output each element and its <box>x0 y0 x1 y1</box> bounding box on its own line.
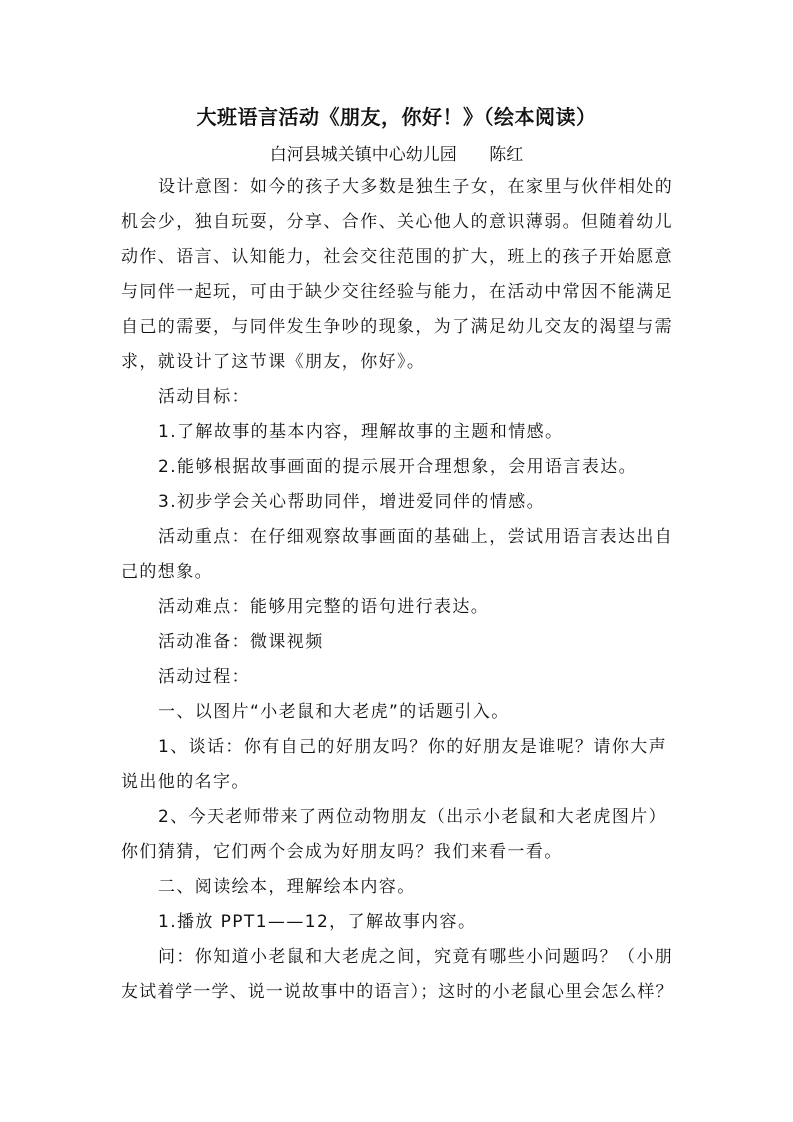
paragraph-line: 3.初步学会关心帮助同伴，增进爱同伴的情感。 <box>158 492 546 512</box>
paragraph-line: 活动难点：能够用完整的语句进行表达。 <box>158 597 490 617</box>
author-line: 白河县城关镇中心幼儿园 陈红 <box>269 145 524 165</box>
paragraph-line: 活动重点：在仔细观察故事画面的基础上，尝试用语言表达出自 <box>158 527 674 547</box>
paragraph-line: 二、阅读绘本，理解绘本内容。 <box>158 877 416 897</box>
paragraph-line: 己的想象。 <box>121 562 213 582</box>
paragraph-line: 与同伴一起玩，可由于缺少交往经验与能力，在活动中常因不能满足 <box>121 282 673 302</box>
paragraph-line: 2、今天老师带来了两位动物朋友（出示小老鼠和大老虎图片） <box>158 807 668 827</box>
paragraph-line: 求，就设计了这节课《朋友，你好》。 <box>121 352 426 372</box>
paragraph-line: 问：你知道小老鼠和大老虎之间，究竟有哪些小问题吗？（小朋 <box>158 947 674 967</box>
paragraph-line: 一、以图片“小老鼠和大老虎”的话题引入。 <box>158 702 510 722</box>
paragraph-line: 机会少，独自玩耍，分享、合作、关心他人的意识薄弱。但随着幼儿 <box>121 212 673 232</box>
paragraph-line: 活动过程： <box>158 667 250 687</box>
paragraph-line: 设计意图：如今的孩子大多数是独生子女，在家里与伙伴相处的 <box>158 177 674 197</box>
paragraph-line: 活动准备：微课视频 <box>158 632 324 652</box>
paragraph-line: 说出他的名字。 <box>121 772 250 792</box>
paragraph-line: 动作、语言、认知能力，社会交往范围的扩大，班上的孩子开始愿意 <box>121 247 673 267</box>
paragraph-line: 2.能够根据故事画面的提示展开合理想象，会用语言表达。 <box>158 457 638 477</box>
paragraph-line: 自己的需要，与同伴发生争吵的现象，为了满足幼儿交友的渴望与需 <box>121 317 673 337</box>
paragraph-line: 你们猜猜，它们两个会成为好朋友吗？我们来看一看。 <box>121 842 563 862</box>
document-title: 大班语言活动《朋友，你好！》（绘本阅读） <box>196 105 597 129</box>
paragraph-line: 1、谈话：你有自己的好朋友吗？你的好朋友是谁呢？请你大声 <box>158 737 668 757</box>
paragraph-line: 活动目标： <box>158 387 250 407</box>
paragraph-line: 友试着学一学、说一说故事中的语言）；这时的小老鼠心里会怎么样？ <box>121 982 674 1002</box>
paragraph-line: 1.播放 PPT1——12，了解故事内容。 <box>158 912 477 932</box>
paragraph-line: 1.了解故事的基本内容，理解故事的主题和情感。 <box>158 422 564 442</box>
